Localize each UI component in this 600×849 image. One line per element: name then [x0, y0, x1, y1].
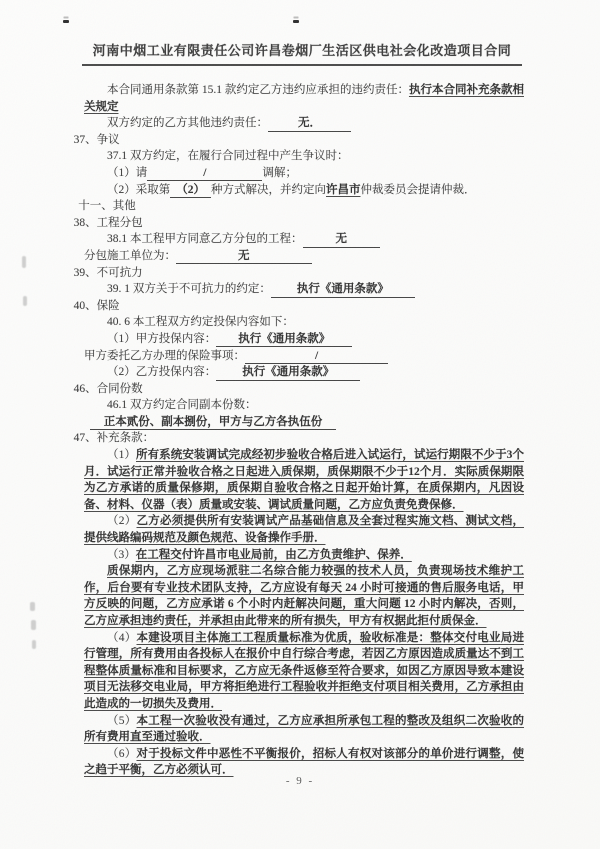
document-line: [73, 265, 524, 282]
text-segment: 甲方委托乙方办理的保险事项：: [84, 349, 245, 362]
document-line: [84, 182, 524, 199]
text-segment: 38.1 本工程甲方同意乙方分包的工程：: [107, 233, 303, 246]
filled-blank-segment: 执行《通用条款》: [216, 333, 352, 348]
document-line: [84, 713, 524, 746]
filled-blank-segment: 执行《通用条款》: [271, 283, 415, 298]
document-line: [78, 198, 524, 215]
document-line: [84, 397, 524, 414]
document-line: [84, 447, 524, 513]
text-segment: （3）: [107, 548, 136, 561]
filled-blank-segment: 执行《通用条款》: [216, 366, 360, 381]
document-line: [84, 414, 524, 431]
filled-blank-segment: 本工程一次验收没有通过，乙方应承担所承包工程的整改及组织二次验收的所有费用直至通过验收．: [84, 714, 524, 744]
margin-smudge-mark: [31, 620, 36, 630]
text-segment: 40、保险: [73, 299, 120, 312]
text-segment: 仲裁委员会提请仲裁．: [360, 183, 476, 196]
document-line: [84, 331, 524, 348]
filled-blank-segment: 执行本合同补充条款相关规定: [84, 84, 524, 113]
document-body: [73, 82, 524, 779]
document-line: [84, 314, 524, 331]
text-segment: 十一、其他: [78, 200, 136, 213]
filled-blank-segment: 质保期内，乙方应现场派驻二名综合能力较强的技术人员，负责现场技术维护工作，后台要有专业技术团队支持，乙方应设有每天 24 小时可接通的售后服务电话，甲方反映的问题，乙方应承诺 6 个小时内赶解决问题，重大问题 12 小时内解决，否则，乙方应承担违约责任，并承担由此带来的所有损失，甲方有权据此拒付质保金．: [84, 565, 524, 627]
text-segment: 双方约定的乙方其他违约责任：: [107, 117, 268, 130]
filled-blank-segment: 在工程交付许昌市电业局前，由乙方负责维护、保养．: [135, 548, 412, 561]
filled-blank-segment: 所有系统安装调试完成经初步验收合格后进入试运行，试运行期限不少于3个月．试运行正常并验收合格之日起进入质保期，质保期限不少于12个月．实际质保期限为乙方承诺的质量保修期，质保期自验收合格之日起开始计算，在质保期内，凡因设备、材料、仪器（表）质量或安装、调试质量问题，乙方应负责免费保修．: [84, 449, 524, 511]
margin-smudge-mark: [22, 256, 26, 268]
text-segment: （1）: [107, 449, 136, 462]
filled-blank-segment: 无．: [268, 117, 351, 132]
document-header-title: 河南中烟工业有限责任公司许昌卷烟厂生活区供电社会化改造项目合同: [82, 40, 522, 66]
document-line: [84, 248, 524, 265]
text-segment: （2）乙方投保内容：: [107, 366, 217, 379]
document-line: [73, 215, 524, 232]
document-line: [84, 364, 524, 381]
document-line: [73, 132, 524, 149]
text-segment: （4）: [107, 631, 137, 644]
filled-blank-segment: 无: [176, 250, 312, 265]
document-line: [73, 298, 524, 315]
text-segment: 39. 1 双方关于不可抗力的约定：: [107, 283, 271, 296]
text-segment: 47、补充条款：: [73, 432, 155, 445]
text-segment: 46.1 双方约定合同副本份数：: [107, 399, 257, 412]
document-line: [84, 115, 524, 132]
filled-blank-segment: 无: [303, 233, 381, 248]
text-segment: 37、争议: [73, 133, 120, 146]
document-line: [73, 430, 524, 447]
document-line: [84, 513, 524, 546]
filled-blank-segment: 本建设项目主体施工工程质量标准为优质，验收标准是：整体交付电业局进行管理，所有费用由各投标人在报价中自行综合考虑，若因乙方原因造成质量达不到工程整体质量标准和目标要求，乙方应无条件返修至符合要求，如因乙方原因导致本建设项目无法移交电业局，甲方将拒绝进行工程验收并拒绝支付项目相关费用，乙方承担由此造成的一切损失及费用．: [84, 631, 524, 710]
text-segment: （6）: [107, 747, 137, 760]
text-segment: （2）: [107, 515, 137, 528]
filled-blank-segment: 对于投标文件中恶性不平衡报价，招标人有权对该部分的单价进行调整，使之趋于平衡，乙方必须认可．: [84, 747, 524, 777]
text-segment: 本合同通用条款第 15.1 款约定乙方违约应承担的违约责任：: [107, 84, 409, 96]
document-line: [84, 563, 524, 629]
margin-smudge-mark: [32, 640, 36, 649]
document-line: [84, 148, 524, 165]
text-segment: （2）采取第: [107, 183, 171, 196]
document-line: [84, 746, 524, 779]
document-line: [84, 630, 524, 713]
text-segment: 37.1 双方约定，在履行合同过程中产生争议时：: [107, 150, 349, 163]
filled-blank-segment: /: [245, 350, 388, 365]
text-segment: 种方式解决，并约定向: [211, 183, 326, 196]
scan-registration-mark: [293, 20, 299, 23]
margin-smudge-mark: [23, 296, 27, 306]
margin-smudge-mark: [30, 602, 35, 611]
document-line: [84, 231, 524, 248]
page-number: - 9 -: [285, 775, 315, 787]
filled-blank-segment: （2）: [170, 184, 211, 199]
document-line: [73, 381, 524, 398]
text-segment: （5）: [107, 714, 137, 727]
text-segment: （1）请: [107, 166, 148, 179]
text-segment: 39、不可抗力: [73, 266, 143, 279]
filled-blank-segment: 乙方必须提供所有安装调试产品基础信息及全套过程实施文档、测试文档，提供线路编码规范及颜色规范、设备操作手册．: [84, 515, 524, 545]
document-line: [84, 547, 524, 564]
filled-blank-segment: /: [147, 167, 262, 182]
document-line: [84, 165, 524, 182]
document-line: [84, 348, 524, 365]
text-segment: 40. 6 本工程双方约定投保内容如下：: [107, 316, 294, 329]
text-segment: 46、合同份数: [73, 382, 143, 395]
text-segment: 38、工程分包: [73, 216, 143, 229]
text-segment: （1）甲方投保内容：: [107, 332, 217, 345]
text-segment: 分包施工单位为：: [84, 249, 176, 262]
text-segment: 调解；: [262, 166, 297, 179]
document-line: [84, 281, 524, 298]
filled-blank-segment: 正本贰份、副本捌份，甲方与乙方各执伍份: [90, 416, 337, 431]
scan-registration-mark: [63, 20, 69, 23]
filled-blank-segment: 许昌市: [326, 183, 361, 196]
document-line: [84, 82, 524, 115]
